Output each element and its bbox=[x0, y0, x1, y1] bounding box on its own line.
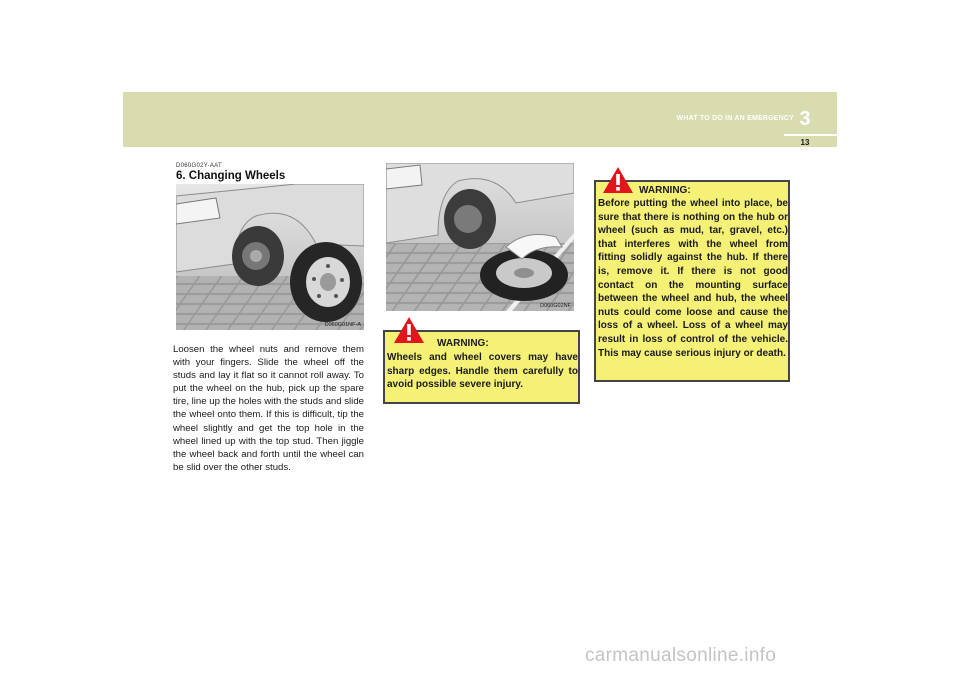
warning-text: Before putting the wheel into place, be sure that there is nothing on the hub or wheel (such as mud, tar, gravel, etc.) that interferes with the wheel from fitting solidly against the hub. If there is, remove it. If there is not good contact on the mounting surface between the wheel and hub, the wheel nuts could come loose and cause the loss of a wheel. Loss of a wheel may result in loss of control of the vehicle. This may cause serious injury or death. bbox=[598, 198, 788, 359]
figure-spare-tire bbox=[386, 163, 574, 311]
warning-heading: WARNING: bbox=[639, 185, 691, 196]
figure-code: D060G01NF-A bbox=[324, 322, 361, 328]
warning-triangle-icon bbox=[393, 316, 425, 344]
section-title: 6. Changing Wheels bbox=[176, 170, 286, 182]
instruction-paragraph: Loosen the wheel nuts and remove them with your fingers. Slide the wheel off the studs and lay it flat so it cannot roll away. To put the wheel on the hub, pick up the spare tire, line up the holes with the studs and slide the wheel onto them. If this is difficult, tip the wheel slightly and get the top hole in the wheel lined up with the top stud. Then jiggle the wheel back and forth until the wheel can be slid over the other studs. bbox=[173, 344, 364, 473]
header-divider bbox=[784, 134, 837, 136]
chapter-title: WHAT TO DO IN AN EMERGENCY bbox=[676, 115, 794, 122]
car-wheel-removal-photo-icon bbox=[176, 184, 364, 330]
page-number: 13 bbox=[800, 138, 810, 147]
section-code: D060G02Y-AAT bbox=[176, 163, 222, 169]
warning-heading: WARNING: bbox=[437, 338, 489, 349]
warning-triangle-icon bbox=[602, 166, 634, 194]
spare-tire-handling-photo-icon bbox=[386, 163, 574, 311]
warning-text: Wheels and wheel covers may have sharp edges. Handle them carefully to avoid possible severe injury. bbox=[387, 352, 578, 391]
chapter-number: 3 bbox=[799, 108, 811, 130]
figure-wheel-removal bbox=[176, 184, 364, 330]
warning-box-hub-contact bbox=[594, 180, 790, 382]
warning-box-sharp-edges bbox=[383, 330, 580, 404]
figure-code: D060G02NF bbox=[540, 303, 571, 309]
watermark: carmanualsonline.info bbox=[585, 645, 777, 666]
